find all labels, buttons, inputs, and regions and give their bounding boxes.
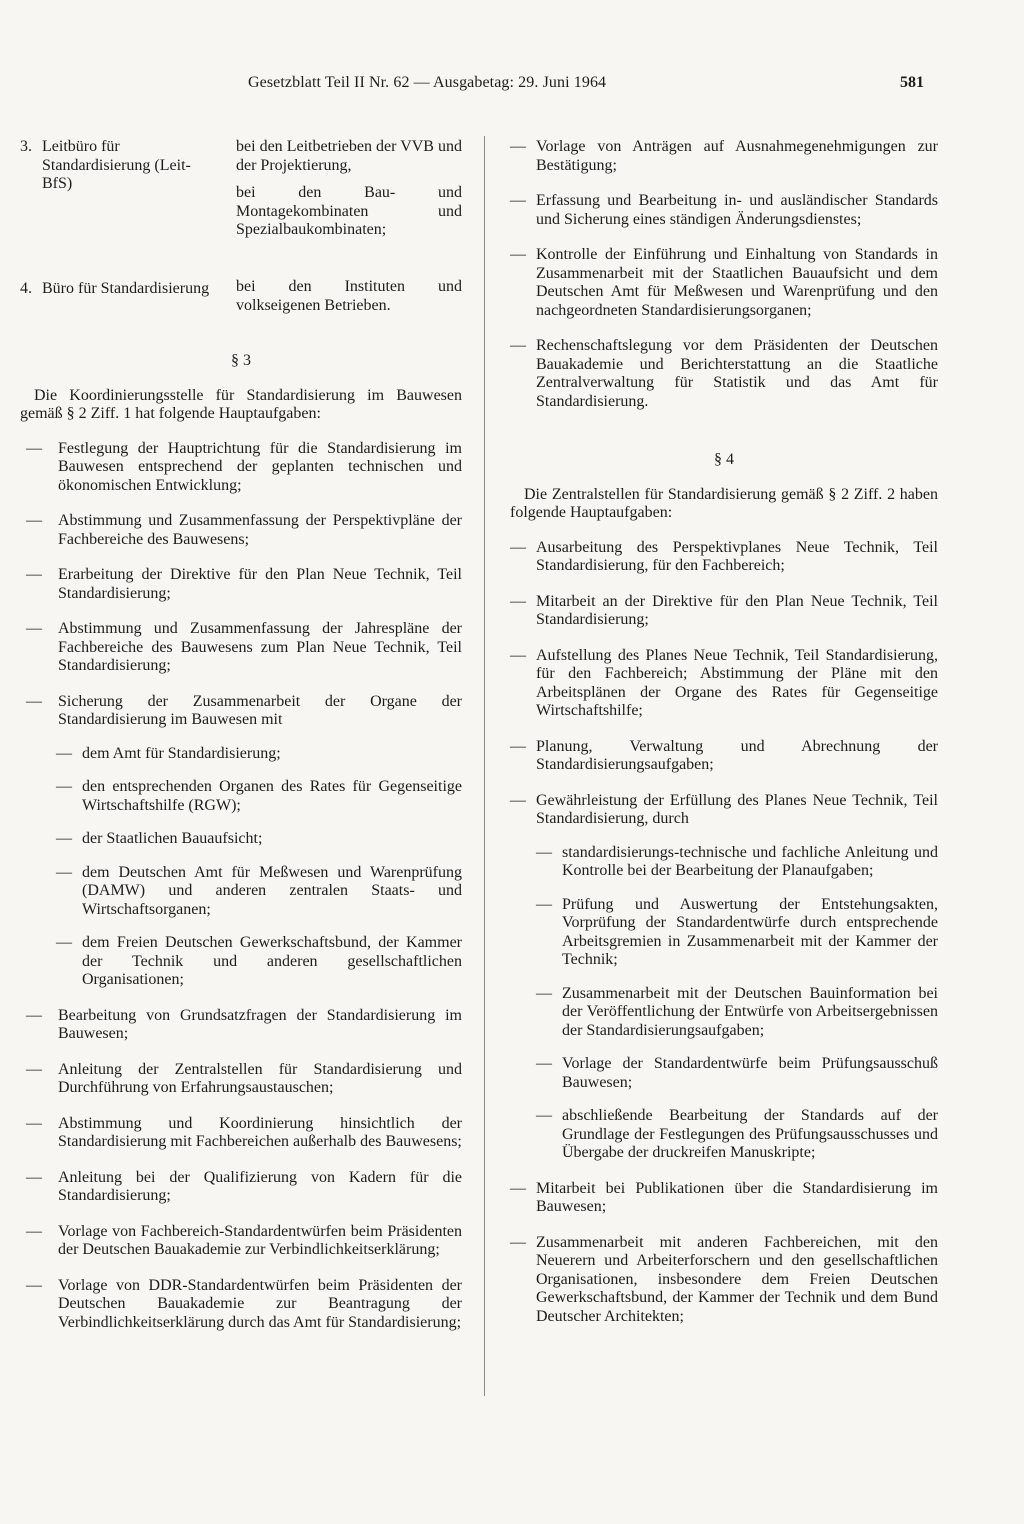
list-item: — Planung, Verwaltung und Abrechnung der Standardisierungsaufgaben; xyxy=(510,737,938,773)
sub-list-item: — dem Amt für Standardisierung; xyxy=(56,744,281,762)
dash-icon: — xyxy=(26,512,42,529)
entry-name: Büro für Standardisierung xyxy=(42,280,210,297)
entry-number: 3. xyxy=(20,138,32,155)
dash-icon: — xyxy=(510,1179,526,1197)
dash-icon: — xyxy=(26,439,42,457)
section-intro: Die Koordinierungsstelle für Standardisierung im Bauwesen gemäß § 2 Ziff. 1 hat folgende Hauptaufgaben: xyxy=(20,386,462,422)
list-item: — Anleitung bei der Qualifizierung von Kadern für die Standardisierung; xyxy=(26,1168,462,1204)
dash-icon: — xyxy=(510,138,526,155)
list-item: — Vorlage von Anträgen auf Ausnahmegenehmigungen zur Bestätigung; xyxy=(510,138,938,174)
dash-icon: — xyxy=(536,984,552,1002)
entry-place: bei den Bau- und Montagekombinaten und Spezialbaukombinaten; xyxy=(236,184,462,238)
office-list xyxy=(20,138,462,318)
page-header xyxy=(0,74,1024,96)
sub-list-item: — abschließende Bearbeitung der Standards auf der Grundlage der Festlegungen des Prüfungsausschusses und Übergabe der druckreifen Manuskripte; xyxy=(536,1107,938,1161)
dash-icon: — xyxy=(56,863,72,881)
list-item: — Abstimmung und Koordinierung hinsichtlich der Standardisierung mit Fachbereichen außerhalb des Bauwesens; xyxy=(26,1114,462,1150)
list-item: — Kontrolle der Einführung und Einhaltung von Standards in Zusammenarbeit mit der Staatlichen Bauaufsicht und dem Deutschen Amt für Meßwesen und Warenprüfung und den nachgeordneten Standardisierungsorganen; xyxy=(510,246,938,319)
dash-icon: — xyxy=(26,1114,42,1132)
list-item: — Zusammenarbeit mit anderen Fachbereichen, mit den Neuerern und Arbeiterforschern und den gesellschaftlichen Organisationen, insbesondere dem Freien Deutschen Gewerkschaftsbund, der Kammer der Technik und dem Bund Deutscher Architekten; xyxy=(510,1233,938,1325)
list-item: — Vorlage von DDR-Standardentwürfen beim Präsidenten der Deutschen Bauakademie zur Beantragung der Verbindlichkeitserklärung durch das Amt für Standardisierung; xyxy=(26,1276,462,1331)
dash-icon: — xyxy=(536,1055,552,1072)
list-item: — Erfassung und Bearbeitung in- und ausländischer Standards und Sicherung eines ständigen Änderungsdienstes; xyxy=(510,192,938,228)
list-item: — Festlegung der Hauptrichtung für die Standardisierung im Bauwesen entsprechend der geplanten technischen und ökonomischen Entwicklung; xyxy=(26,439,462,494)
list-item: — Mitarbeit an der Direktive für den Plan Neue Technik, Teil Standardisierung; xyxy=(510,592,938,628)
entry-name: Leitbüro für Standardisierung (Leit-BfS) xyxy=(42,138,191,192)
list-item: — Rechenschaftslegung vor dem Präsidenten der Deutschen Bauakademie und Berichterstattung an die Staatliche Zentralverwaltung für Statistik und das Amt für Standardisierung. xyxy=(510,337,938,410)
sub-list-item: — Zusammenarbeit mit der Deutschen Bauinformation bei der Veröffentlichung der Entwürfe von Arbeitsergebnissen der Standardisierungsaufgaben; xyxy=(536,984,938,1039)
dash-icon: — xyxy=(510,737,526,755)
list-item: — Vorlage von Fachbereich-Standardentwürfen beim Präsidenten der Deutschen Bauakademie zur Verbindlichkeitserklärung; xyxy=(26,1222,462,1258)
dash-icon: — xyxy=(510,246,526,263)
list-item: — Abstimmung und Zusammenfassung der Perspektivpläne der Fachbereiche des Bauwesens; xyxy=(26,512,462,548)
sub-list-item: — der Staatlichen Bauaufsicht; xyxy=(56,830,263,847)
dash-icon: — xyxy=(536,1107,552,1124)
dash-icon: — xyxy=(26,1222,42,1240)
right-column xyxy=(510,138,938,1326)
dash-icon: — xyxy=(26,566,42,583)
section-heading: § 3 xyxy=(231,352,251,369)
list-item: — Ausarbeitung des Perspektivplanes Neue Technik, Teil Standardisierung, für den Fachbereich; xyxy=(510,538,938,574)
sub-list-item: — dem Deutschen Amt für Meßwesen und Warenprüfung (DAMW) und anderen zentralen Staats- und Wirtschaftsorganen; xyxy=(56,863,462,918)
list-item: — Sicherung der Zusammenarbeit der Organe der Standardisierung im Bauwesen mit xyxy=(26,692,462,728)
dash-icon: — xyxy=(510,791,526,809)
section-intro: Die Zentralstellen für Standardisierung gemäß § 2 Ziff. 2 haben folgende Hauptaufgaben: xyxy=(510,485,938,521)
dash-icon: — xyxy=(510,592,526,610)
entry-number: 4. xyxy=(20,280,32,297)
dash-icon: — xyxy=(26,692,42,710)
dash-icon: — xyxy=(56,830,72,847)
header-title: Gesetzblatt Teil II Nr. 62 — Ausgabetag: 29. Juni 1964 xyxy=(248,74,607,91)
dash-icon: — xyxy=(510,1233,526,1251)
left-column xyxy=(20,138,462,1332)
list-item: — Abstimmung und Zusammenfassung der Jahrespläne der Fachbereiche des Bauwesens zum Plan Neue Technik, Teil Standardisierung; xyxy=(26,620,462,674)
dash-icon: — xyxy=(510,337,526,354)
dash-icon: — xyxy=(26,1006,42,1024)
dash-icon: — xyxy=(510,192,526,209)
list-item: — Mitarbeit bei Publikationen über die Standardisierung im Bauwesen; xyxy=(510,1179,938,1215)
dash-icon: — xyxy=(510,538,526,556)
list-item: — Anleitung der Zentralstellen für Standardisierung und Durchführung von Erfahrungsaustauschen; xyxy=(26,1060,462,1096)
column-divider xyxy=(484,136,485,1396)
list-item: — Erarbeitung der Direktive für den Plan Neue Technik, Teil Standardisierung; xyxy=(26,566,462,602)
sub-list-item: — dem Freien Deutschen Gewerkschaftsbund, der Kammer der Technik und anderen gesellschaftlichen Organisationen; xyxy=(56,934,462,988)
list-item: — Bearbeitung von Grundsatzfragen der Standardisierung im Bauwesen; xyxy=(26,1006,462,1042)
dash-icon: — xyxy=(56,934,72,951)
dash-icon: — xyxy=(26,1060,42,1078)
dash-icon: — xyxy=(536,895,552,913)
entry-place: bei den Leitbetrieben der VVB und der Projektierung, xyxy=(236,138,462,174)
sub-list-item: — Prüfung und Auswertung der Entstehungsakten, Vorprüfung der Standardentwürfe durch entsprechende Arbeitsgremien in Zusammenarbeit mit der Kammer der Technik; xyxy=(536,895,938,968)
section-heading: § 4 xyxy=(714,451,734,468)
list-item: — Aufstellung des Planes Neue Technik, Teil Standardisierung, für den Fachbereich; Abstimmung der Pläne mit den Arbeitsplänen der Organe des Rates für Gegenseitige Wirtschaftshilfe; xyxy=(510,646,938,719)
dash-icon: — xyxy=(56,778,72,795)
dash-icon: — xyxy=(536,843,552,861)
dash-icon: — xyxy=(26,1168,42,1186)
sub-list-item: — den entsprechenden Organen des Rates für Gegenseitige Wirtschaftshilfe (RGW); xyxy=(56,778,462,814)
dash-icon: — xyxy=(56,744,72,762)
dash-icon: — xyxy=(26,620,42,637)
entry-place: bei den Instituten und volkseigenen Betrieben. xyxy=(236,278,462,314)
sub-list-item: — standardisierungs-technische und fachliche Anleitung und Kontrolle bei der Bearbeitung der Planaufgaben; xyxy=(536,843,938,879)
sub-list-item: — Vorlage der Standardentwürfe beim Prüfungsausschuß Bauwesen; xyxy=(536,1055,938,1091)
list-item: — Gewährleistung der Erfüllung des Planes Neue Technik, Teil Standardisierung, durch xyxy=(510,791,938,827)
page-number: 581 xyxy=(900,74,924,91)
dash-icon: — xyxy=(26,1276,42,1294)
dash-icon: — xyxy=(510,646,526,664)
